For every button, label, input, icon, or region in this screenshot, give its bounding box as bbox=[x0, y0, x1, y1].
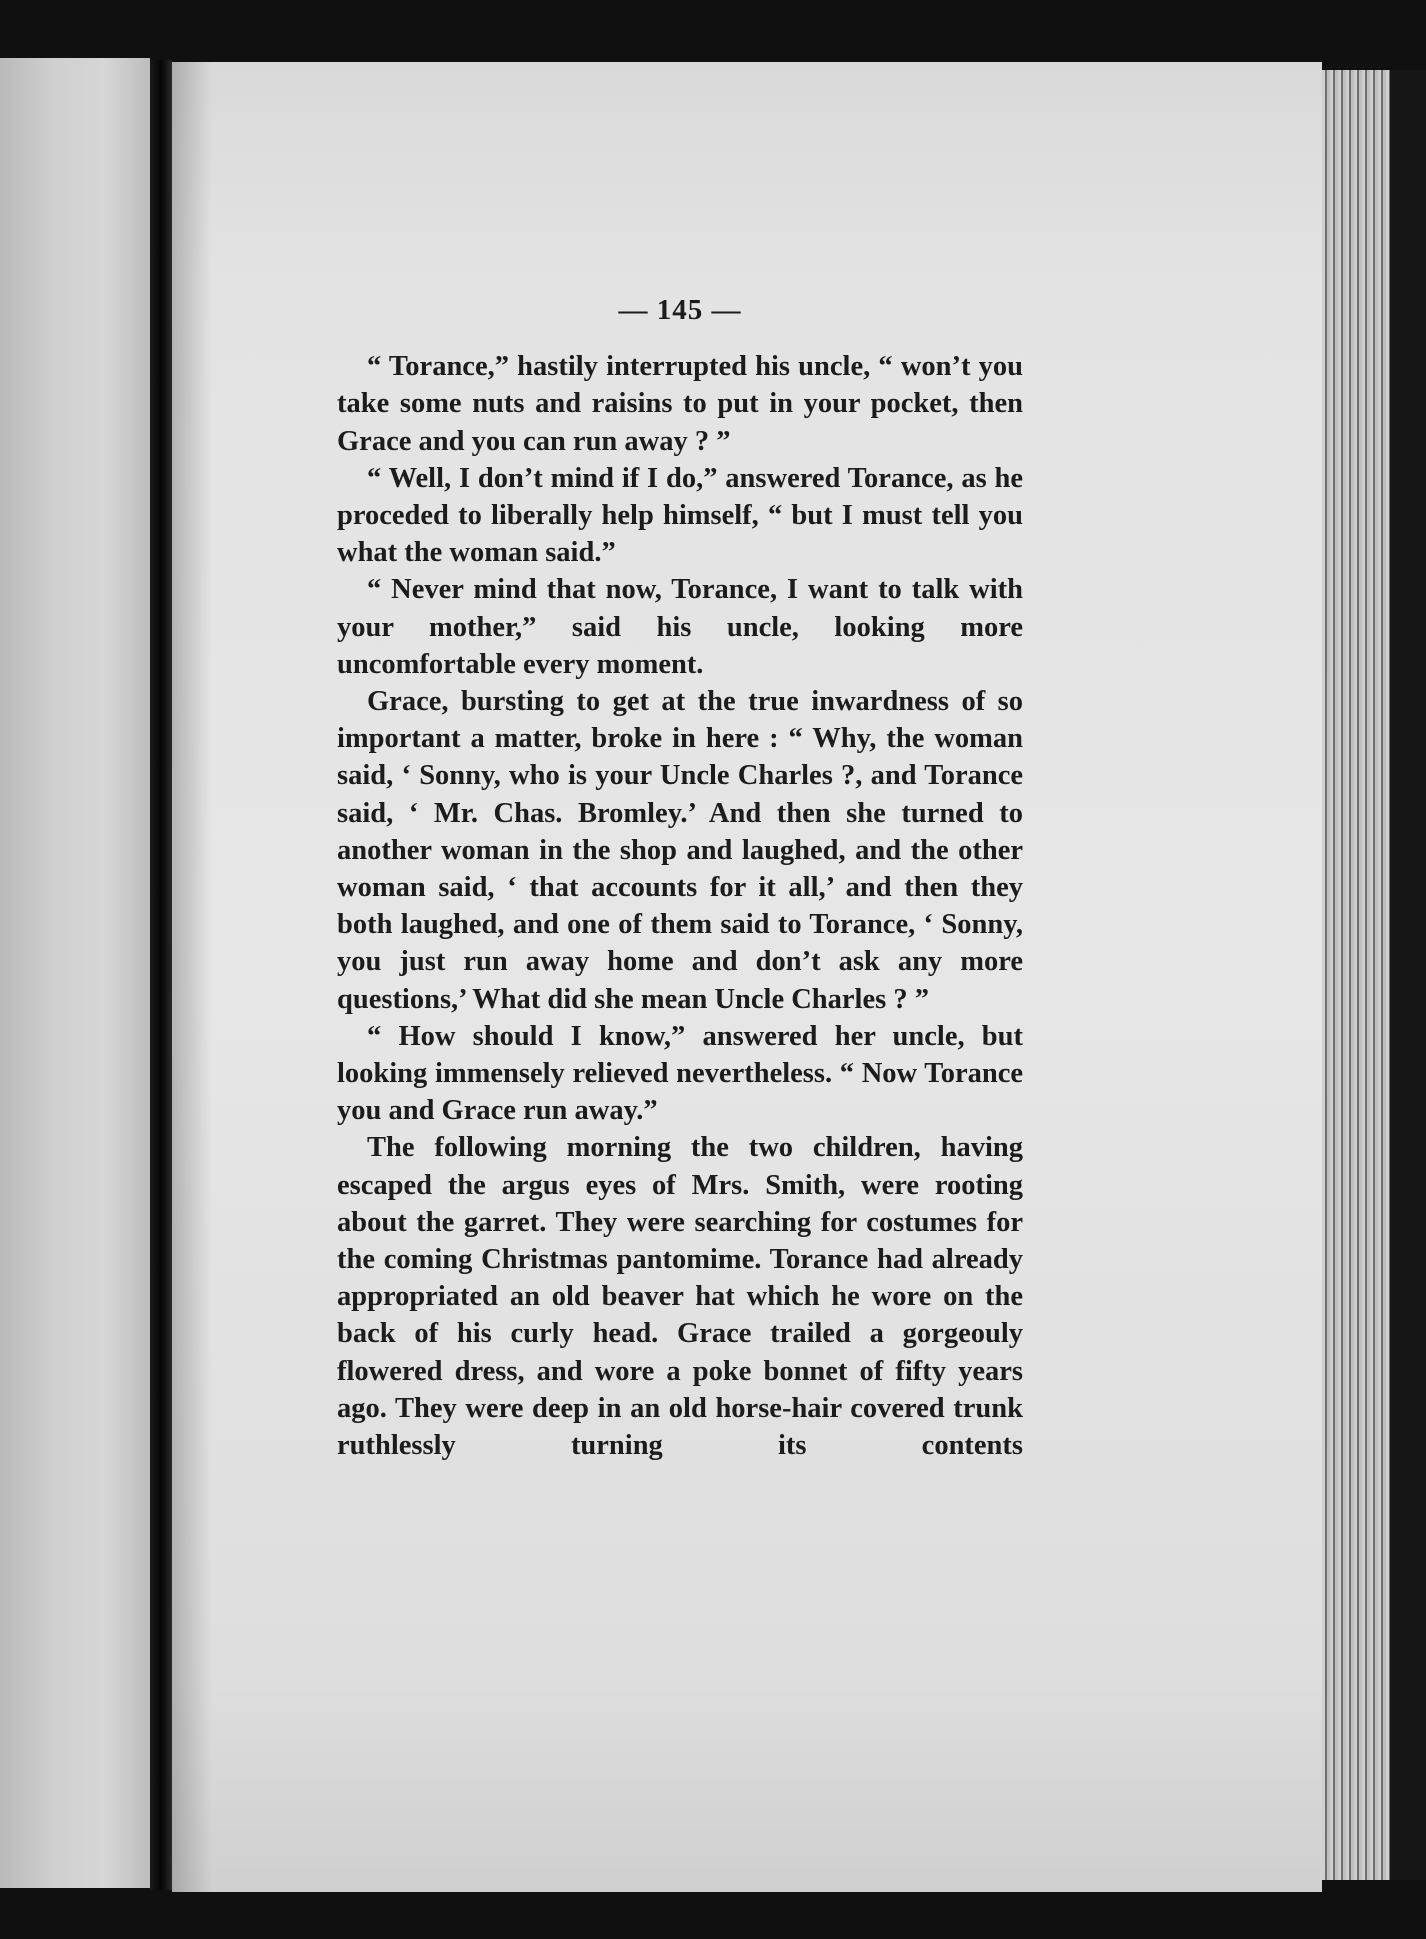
previous-page-edge bbox=[0, 58, 150, 1888]
paragraph: “ How should I know,” answered her uncle, but looking immensely relieved nevertheless. “ Now Torance you and Grace run away.” bbox=[337, 1020, 1023, 1127]
stacked-page-edges bbox=[1322, 70, 1390, 1880]
page-gutter-shadow bbox=[172, 62, 212, 1892]
paragraph: “ Never mind that now, Torance, I want to talk with your mother,” said his uncle, looking more uncomfortable every moment. bbox=[337, 574, 1023, 680]
page-text bbox=[337, 292, 1023, 1464]
scan-background bbox=[1390, 70, 1426, 1880]
page-number: — 145 — bbox=[618, 294, 742, 326]
paragraph: The following morning the two children, having escaped the argus eyes of Mrs. Smith, were rooting about the garret. They were searching for costumes for the coming Christmas pantomime. Torance had already appropriated an old beaver hat which he wore on the back of his curly head. Grace trailed a gorgeouly flowered dress, and wore a poke bonnet of fifty years ago. They were deep in an old horse-hair covered trunk ruthlessly turning its contents bbox=[337, 1132, 1023, 1462]
paragraph: “ Well, I don’t mind if I do,” answered Torance, as he proceded to liberally help himself, “ but I must tell you what the woman said.” bbox=[337, 462, 1023, 569]
book-binding bbox=[150, 60, 172, 1890]
paragraph: Grace, bursting to get at the true inwardness of so important a matter, broke in here : “ Why, the woman said, ‘ Sonny, who is your Uncle Charles ?, and Torance said, ‘ Mr. Chas. Bromley.’ And then she turned to another woman in the shop and laughed, and the other woman said, ‘ that accounts for it all,’ and then they both laughed, and one of them said to Torance, ‘ Sonny, you just run away home and don’t ask any more questions,’ What did she mean Uncle Charles ? ” bbox=[337, 686, 1023, 1015]
paragraph: “ Torance,” hastily interrupted his uncle, “ won’t you take some nuts and raisins to put in your pocket, then Grace and you can run away ? ” bbox=[337, 351, 1023, 457]
